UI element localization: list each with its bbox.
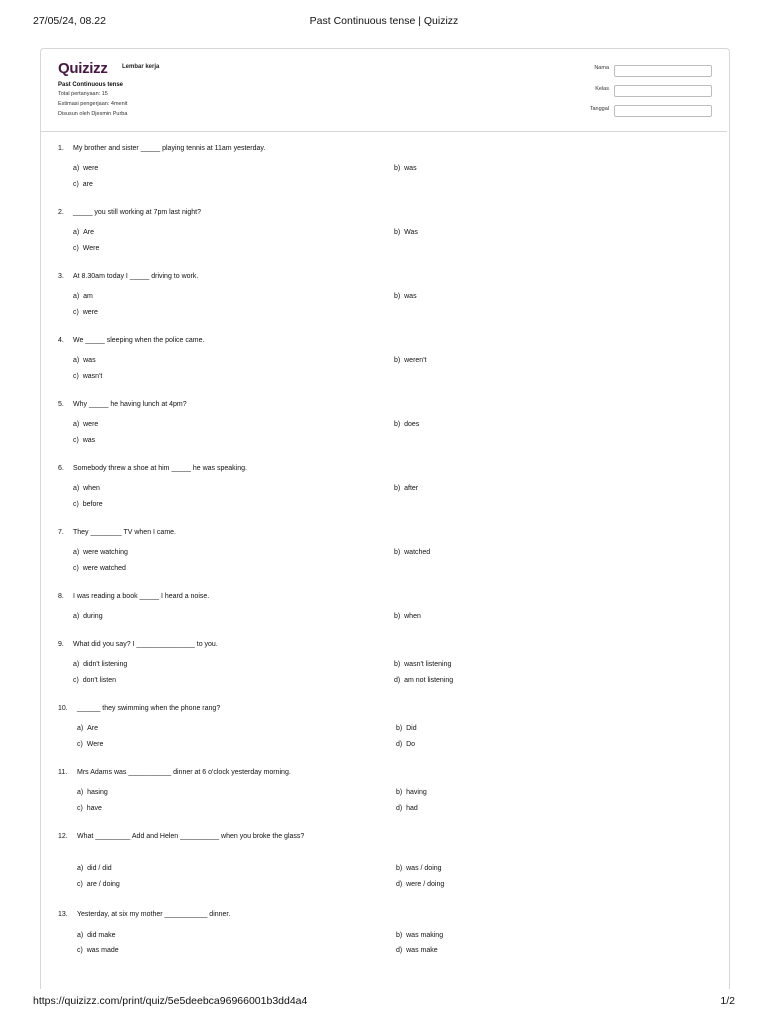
answer-option-b[interactable]: [394, 549, 430, 556]
print-page-title: Past Continuous tense | Quizizz: [309, 15, 459, 27]
question-text: At 8.30am today I _____ driving to work.: [73, 273, 199, 280]
answer-option-b[interactable]: [394, 229, 418, 236]
option-letter: c): [73, 437, 79, 444]
question-number: 6.: [58, 465, 64, 472]
option-letter: a): [73, 229, 80, 236]
option-text: were watching: [83, 549, 128, 556]
option-text: Were: [82, 245, 100, 252]
answer-option-d[interactable]: [396, 805, 418, 812]
option-text: was making: [406, 932, 444, 939]
option-letter: b): [394, 293, 401, 300]
option-text: don't listen: [82, 677, 116, 684]
question-number: 5.: [58, 401, 64, 408]
option-text: Are: [87, 725, 99, 732]
option-text: was: [82, 437, 96, 444]
option-letter: a): [77, 725, 84, 732]
option-letter: a): [73, 357, 80, 364]
question-text: We _____ sleeping when the police came.: [73, 337, 205, 344]
option-letter: d): [396, 741, 403, 748]
option-letter: a): [73, 421, 80, 428]
question-number: 8.: [58, 593, 64, 600]
class-field[interactable]: [614, 85, 712, 97]
option-text: hasing: [87, 789, 108, 796]
option-text: Are: [83, 229, 95, 236]
answer-option-b[interactable]: [394, 165, 417, 172]
quiz-title: Past Continuous tense: [58, 82, 124, 88]
date-label: Tanggal: [589, 106, 609, 112]
option-letter: b): [394, 357, 401, 364]
answer-option-d[interactable]: [394, 677, 453, 684]
option-letter: c): [73, 373, 79, 380]
answer-option-a[interactable]: [73, 661, 127, 668]
option-text: am not listening: [404, 677, 454, 684]
answer-option-c[interactable]: [77, 947, 119, 954]
answer-option-b[interactable]: [396, 932, 443, 939]
option-text: have: [86, 805, 102, 812]
date-field[interactable]: [614, 105, 712, 117]
question-text: They ________ TV when I came.: [73, 529, 176, 536]
option-text: when: [404, 613, 421, 620]
option-text: was make: [406, 947, 438, 954]
question-number: 2.: [58, 209, 64, 216]
option-text: does: [404, 421, 420, 428]
question-text: What _________ Add and Helen __________ when you broke the glass?: [77, 833, 305, 840]
option-text: did / did: [87, 865, 112, 872]
quizizz-logo: Quizizz: [58, 60, 108, 77]
answer-option-b[interactable]: [396, 789, 427, 796]
logo-subtitle: Lembar kerja: [122, 64, 160, 70]
answer-option-c[interactable]: [77, 805, 102, 812]
answer-option-b[interactable]: [394, 357, 426, 364]
option-letter: c): [73, 309, 79, 316]
option-text: Was: [404, 229, 418, 236]
option-letter: a): [73, 661, 80, 668]
answer-option-c[interactable]: [73, 373, 102, 380]
author: Disusun oleh Djesmin Purba: [58, 111, 128, 117]
total-questions: Total pertanyaan: 15: [58, 91, 108, 97]
option-letter: d): [394, 677, 401, 684]
option-letter: a): [73, 293, 80, 300]
answer-option-a[interactable]: [73, 485, 100, 492]
answer-option-d[interactable]: [396, 881, 444, 888]
question-text: _____ you still working at 7pm last night?: [73, 209, 202, 216]
option-letter: a): [73, 549, 80, 556]
option-letter: c): [73, 677, 79, 684]
option-letter: a): [77, 932, 84, 939]
option-text: were: [83, 165, 99, 172]
answer-option-c[interactable]: [73, 501, 103, 508]
question-text: Mrs Adams was ___________ dinner at 6 o'clock yesterday morning.: [77, 769, 291, 776]
question-text: Somebody threw a shoe at him _____ he was speaking.: [73, 465, 247, 472]
option-letter: a): [73, 485, 80, 492]
option-text: when: [83, 485, 100, 492]
answer-option-a[interactable]: [73, 357, 96, 364]
option-text: was: [404, 165, 417, 172]
option-text: was: [404, 293, 417, 300]
option-text: was: [83, 357, 96, 364]
answer-option-d[interactable]: [396, 947, 438, 954]
question-number: 9.: [58, 641, 64, 648]
answer-option-c[interactable]: [73, 245, 99, 252]
answer-option-a[interactable]: [77, 932, 116, 939]
question-number: 13.: [58, 911, 68, 918]
option-text: watched: [404, 549, 431, 556]
option-letter: c): [77, 741, 83, 748]
option-letter: c): [77, 947, 83, 954]
question-number: 12.: [58, 833, 68, 840]
print-date: 27/05/24, 08.22: [33, 15, 106, 27]
question-text: My brother and sister _____ playing tennis at 11am yesterday.: [73, 145, 266, 152]
name-label: Nama: [594, 65, 609, 71]
question-number: 3.: [58, 273, 64, 280]
option-letter: b): [396, 865, 403, 872]
answer-option-a[interactable]: [77, 865, 112, 872]
question-text: ______ they swimming when the phone rang?: [77, 705, 221, 712]
page-number: 1/2: [720, 995, 735, 1007]
answer-option-b[interactable]: [394, 485, 418, 492]
option-letter: c): [73, 245, 79, 252]
option-letter: b): [394, 165, 401, 172]
option-letter: c): [73, 181, 79, 188]
answer-option-c[interactable]: [73, 677, 116, 684]
option-text: were watched: [82, 565, 126, 572]
answer-option-a[interactable]: [73, 549, 128, 556]
option-letter: a): [77, 865, 84, 872]
answer-option-b[interactable]: [394, 293, 417, 300]
option-text: Were: [86, 741, 104, 748]
question-number: 11.: [58, 769, 68, 776]
answer-option-c[interactable]: [77, 881, 120, 888]
print-url: https://quizizz.com/print/quiz/5e5deebca96966001b3dd4a4: [33, 995, 308, 1007]
name-field[interactable]: [614, 65, 712, 77]
answer-option-c[interactable]: [77, 741, 103, 748]
option-text: after: [404, 485, 419, 492]
answer-option-a[interactable]: [73, 613, 103, 620]
print-header: [33, 15, 735, 29]
option-letter: b): [396, 932, 403, 939]
option-text: was / doing: [406, 865, 442, 872]
class-label: Kelas: [595, 86, 609, 92]
option-letter: b): [394, 485, 401, 492]
option-letter: d): [396, 805, 403, 812]
answer-option-c[interactable]: [73, 565, 126, 572]
answer-option-d[interactable]: [396, 741, 415, 748]
option-letter: b): [394, 421, 401, 428]
option-letter: a): [77, 789, 84, 796]
option-text: didn't listening: [83, 661, 128, 668]
option-text: wasn't: [82, 373, 103, 380]
question-text: I was reading a book _____ I heard a noise.: [73, 593, 210, 600]
option-text: was made: [86, 947, 119, 954]
answer-option-b[interactable]: [394, 613, 421, 620]
question-text: Yesterday, at six my mother ___________ dinner.: [77, 911, 231, 918]
answer-option-c[interactable]: [73, 437, 95, 444]
question-text: What did you say? I _______________ to you.: [73, 641, 218, 648]
question-number: 10.: [58, 705, 68, 712]
option-text: did make: [87, 932, 116, 939]
option-text: weren't: [404, 357, 427, 364]
option-text: am: [83, 293, 93, 300]
option-text: Do: [406, 741, 416, 748]
option-letter: b): [394, 229, 401, 236]
option-letter: b): [394, 661, 401, 668]
option-letter: d): [396, 881, 403, 888]
option-text: are: [82, 181, 93, 188]
option-text: having: [406, 789, 427, 796]
option-text: were / doing: [406, 881, 445, 888]
answer-option-a[interactable]: [73, 165, 98, 172]
option-text: Did: [406, 725, 417, 732]
option-letter: c): [77, 881, 83, 888]
option-text: had: [406, 805, 418, 812]
answer-option-a[interactable]: [73, 293, 93, 300]
option-letter: b): [394, 613, 401, 620]
option-letter: c): [77, 805, 83, 812]
answer-option-b[interactable]: [394, 421, 419, 428]
worksheet: [40, 48, 730, 989]
option-text: before: [82, 501, 103, 508]
answer-option-a[interactable]: [73, 421, 98, 428]
answer-option-a[interactable]: [77, 789, 108, 796]
option-letter: a): [73, 165, 80, 172]
answer-option-c[interactable]: [73, 309, 98, 316]
option-text: were: [83, 421, 99, 428]
answer-option-a[interactable]: [77, 725, 98, 732]
answer-option-b[interactable]: [396, 725, 417, 732]
option-text: are / doing: [86, 881, 120, 888]
answer-option-b[interactable]: [394, 661, 451, 668]
option-letter: b): [394, 549, 401, 556]
question-text: Why _____ he having lunch at 4pm?: [73, 401, 187, 408]
option-text: during: [83, 613, 103, 620]
answer-option-a[interactable]: [73, 229, 94, 236]
option-letter: c): [73, 501, 79, 508]
question-number: 1.: [58, 145, 64, 152]
worksheet-info-box: [41, 49, 727, 132]
answer-option-b[interactable]: [396, 865, 442, 872]
answer-option-c[interactable]: [73, 181, 93, 188]
option-letter: d): [396, 947, 403, 954]
estimated-time: Estimasi pengerjaan: 4menit: [58, 101, 128, 107]
option-text: were: [82, 309, 98, 316]
option-letter: a): [73, 613, 80, 620]
option-letter: b): [396, 725, 403, 732]
option-letter: c): [73, 565, 79, 572]
question-number: 4.: [58, 337, 64, 344]
option-letter: b): [396, 789, 403, 796]
option-text: wasn't listening: [404, 661, 452, 668]
print-footer: [33, 995, 735, 1009]
question-number: 7.: [58, 529, 64, 536]
